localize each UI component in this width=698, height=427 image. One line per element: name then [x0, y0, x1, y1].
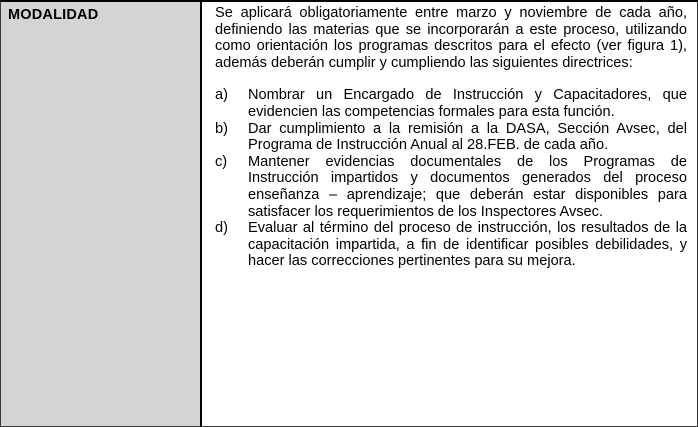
content-cell — [201, 1, 698, 427]
list-marker: b) — [215, 120, 228, 137]
list-marker: d) — [215, 220, 228, 237]
list-item — [215, 154, 687, 220]
list-item-text: Evaluar al término del proceso de instrucción, los resultados de la capacitación impartida, a fin de identificar posibles debilidades, y hacer las correcciones pertinentes para su mejora. — [248, 220, 687, 270]
list-item-text: Mantener evidencias documentales de los Programas de Instrucción impartidos y documentos generados del proceso enseñanza – aprendizaje; que deberán estar disponibles para satisfacer los requerimientos de los Inspectores Avsec. — [248, 153, 687, 220]
directives-list — [215, 87, 687, 270]
content-body — [202, 2, 697, 270]
row-label: MODALIDAD — [8, 7, 99, 23]
label-cell — [1, 1, 202, 427]
list-item — [215, 87, 687, 120]
table-row — [1, 1, 698, 427]
list-marker: c) — [215, 153, 228, 170]
list-marker: a) — [215, 87, 228, 104]
list-item-text: Dar cumplimiento a la remisión a la DASA, Sección Avsec, del Programa de Instrucción Anual al 28.FEB. de cada año. — [248, 120, 687, 154]
list-item-text: Nombrar un Encargado de Instrucción y Capacitadores, que evidencien las competencias formales para esta función. — [248, 87, 687, 120]
list-item — [215, 220, 687, 270]
intro-paragraph: Se aplicará obligatoriamente entre marzo y noviembre de cada año, definiendo las materias que se incorporarán a este proceso, utilizando como orientación los programas descritos para el efecto (ver figura 1), además deberán cumplir y cumpliendo las siguientes directrices: — [215, 5, 687, 71]
list-item — [215, 121, 687, 154]
